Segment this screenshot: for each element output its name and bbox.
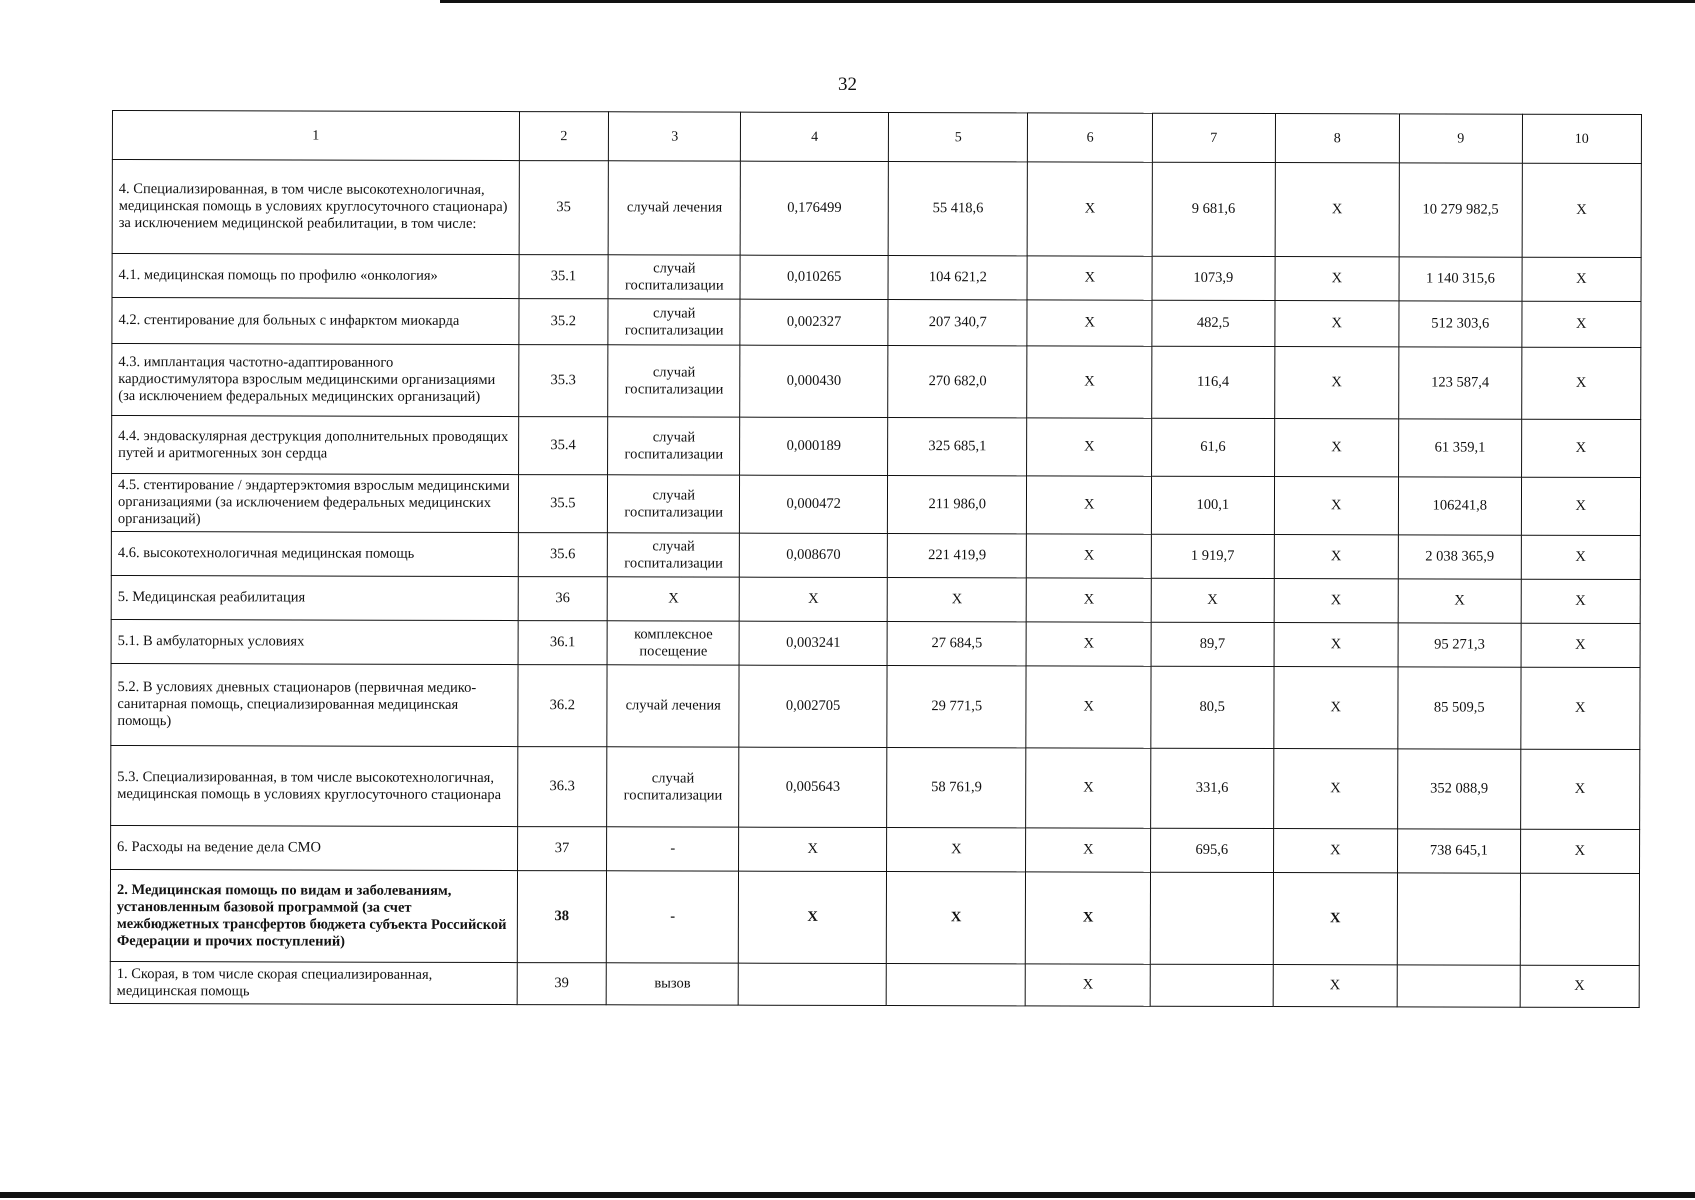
table-cell: X: [1027, 578, 1152, 622]
table-cell: [1150, 872, 1273, 964]
table-cell: 39: [517, 963, 607, 1005]
row-name-cell: 5. Медицинская реабилитация: [111, 575, 518, 620]
table-cell: 35.6: [518, 533, 608, 577]
table-cell: 36.3: [517, 747, 607, 827]
table-cell: X: [1521, 347, 1641, 419]
row-name-cell: 1. Скорая, в том числе скорая специализированная, медицинская помощь: [110, 961, 517, 1004]
table-cell: 0,002327: [740, 299, 888, 345]
table-cell: комплексное посещение: [607, 621, 739, 665]
table-cell: X: [1274, 301, 1399, 347]
table-cell: 85 509,5: [1398, 667, 1521, 749]
table-cell: X: [607, 577, 739, 621]
table-cell: 0,002705: [739, 665, 887, 747]
table-cell: 270 682,0: [888, 346, 1028, 418]
table-cell: 104 621,2: [888, 256, 1027, 300]
table-cell: X: [1027, 476, 1152, 534]
table-row: [111, 575, 1640, 623]
table-cell: 207 340,7: [888, 300, 1027, 346]
table-cell: X: [739, 827, 887, 871]
table-cell: X: [887, 828, 1026, 872]
table-cell: 0,000430: [740, 345, 888, 417]
table-row: [111, 825, 1640, 873]
table-cell: 61,6: [1152, 418, 1275, 476]
table-cell: 123 587,4: [1399, 347, 1522, 419]
table-cell: 35.4: [518, 417, 608, 475]
table-cell: случай госпитализации: [608, 255, 740, 299]
table-header-row: [112, 111, 1641, 164]
row-name-cell: 4.1. медицинская помощь по профилю «онкология»: [112, 254, 519, 299]
table-cell: 35.3: [518, 345, 608, 417]
table-cell: X: [1274, 419, 1399, 477]
table-cell: случай лечения: [608, 161, 740, 255]
table-row: [110, 961, 1639, 1007]
table-cell: 1 140 315,6: [1399, 257, 1522, 301]
table-cell: X: [1520, 667, 1640, 749]
table-cell: случай госпитализации: [608, 417, 740, 475]
table-cell: случай госпитализации: [608, 345, 740, 417]
table-cell: -: [607, 827, 739, 871]
page-number: 32: [838, 74, 857, 95]
table-cell: X: [1026, 964, 1151, 1006]
table-cell: X: [1026, 666, 1151, 748]
table-cell: 211 986,0: [887, 476, 1027, 534]
column-header: 1: [112, 111, 519, 161]
table-cell: 38: [517, 871, 607, 963]
table-cell: X: [1151, 578, 1274, 622]
table-cell: X: [1026, 872, 1151, 964]
column-header: 8: [1275, 114, 1400, 163]
table-row: [111, 663, 1640, 749]
table-cell: X: [1522, 163, 1642, 257]
table-cell: 35.1: [519, 255, 609, 299]
table-cell: X: [1274, 579, 1399, 623]
top-scan-edge: [440, 0, 1695, 3]
table-row: [111, 531, 1640, 579]
row-name-cell: 4.4. эндоваскулярная деструкция дополнительных проводящих путей и аритмогенных зон сердца: [112, 416, 519, 475]
table-cell: X: [1274, 535, 1399, 579]
table-cell: 95 271,3: [1398, 623, 1521, 667]
row-name-cell: 2. Медицинская помощь по видам и заболеваниям, установленным базовой программой (за счет межбюджетных трансфертов бюджета субъекта Российской Федерации и прочих поступлений): [110, 869, 517, 962]
table-cell: 36: [518, 577, 608, 621]
row-name-cell: 4.3. имплантация частотно-адаптированного кардиостимулятора взрослым медицинскими организациями (за исключением федеральных медицинских организаций): [112, 344, 519, 417]
table-cell: вызов: [606, 963, 738, 1005]
table-row: [112, 344, 1641, 420]
table-cell: 695,6: [1151, 828, 1274, 872]
table-cell: X: [1274, 623, 1399, 667]
table-cell: 36.2: [517, 665, 607, 747]
table-cell: X: [1027, 418, 1152, 476]
table-cell: X: [1275, 163, 1400, 257]
table-cell: X: [1028, 162, 1153, 256]
table-cell: 61 359,1: [1399, 419, 1522, 477]
column-header: 6: [1028, 113, 1153, 162]
column-header: 7: [1152, 113, 1275, 162]
table-cell: случай госпитализации: [607, 747, 739, 827]
table-cell: X: [1273, 829, 1398, 873]
table-cell: 27 684,5: [887, 622, 1026, 666]
table-cell: X: [1275, 257, 1400, 301]
table-cell: 325 685,1: [888, 418, 1028, 476]
table-row: [112, 298, 1641, 348]
column-header: 9: [1400, 114, 1523, 163]
table-cell: 106241,8: [1399, 477, 1522, 535]
table-row: [111, 474, 1640, 536]
table-cell: 221 419,9: [887, 534, 1026, 578]
table-cell: 512 303,6: [1399, 301, 1522, 347]
table-cell: X: [1274, 347, 1399, 419]
table-cell: случай лечения: [607, 665, 739, 747]
table-cell: X: [1273, 667, 1398, 749]
table-cell: X: [1520, 829, 1639, 873]
table-cell: [1397, 965, 1520, 1007]
row-name-cell: 6. Расходы на ведение дела СМО: [111, 825, 518, 870]
table-cell: X: [1026, 748, 1151, 828]
table-cell: 116,4: [1152, 346, 1275, 418]
table-cell: [738, 963, 886, 1005]
table-cell: X: [1027, 346, 1152, 418]
table-cell: X: [1027, 256, 1152, 300]
column-header: 3: [609, 112, 741, 161]
table-cell: X: [1521, 477, 1641, 535]
table-cell: X: [1273, 965, 1398, 1007]
table-cell: 89,7: [1151, 622, 1274, 666]
table-cell: X: [1027, 534, 1152, 578]
table-cell: случай госпитализации: [608, 475, 740, 533]
table-cell: 1073,9: [1152, 256, 1275, 300]
table-cell: 0,176499: [740, 161, 888, 255]
table-cell: 0,005643: [739, 747, 887, 827]
table-cell: 29 771,5: [887, 666, 1027, 748]
data-table: [110, 110, 1642, 1008]
table-cell: 35: [519, 161, 609, 255]
bottom-scan-edge: [0, 1192, 1695, 1198]
table-cell: X: [739, 577, 887, 621]
column-header: 5: [888, 113, 1028, 162]
table-cell: 0,008670: [740, 533, 888, 577]
table-cell: X: [1273, 873, 1398, 965]
row-name-cell: 4. Специализированная, в том числе высокотехнологичная, медицинская помощь в условиях круглосуточного стационара) за исключением медицинской реабилитации, в том числе:: [112, 160, 519, 255]
table-cell: 80,5: [1151, 666, 1274, 748]
table-cell: X: [1520, 965, 1639, 1007]
table-cell: случай госпитализации: [608, 533, 740, 577]
table-cell: 0,010265: [740, 255, 888, 299]
table-cell: X: [1522, 301, 1641, 347]
row-name-cell: 4.2. стентирование для больных с инфарктом миокарда: [112, 298, 519, 345]
table-cell: 35.5: [518, 475, 608, 533]
table-cell: 0,003241: [739, 621, 887, 665]
table-cell: 58 761,9: [887, 748, 1027, 828]
table-cell: X: [886, 872, 1026, 964]
table-cell: X: [887, 578, 1026, 622]
table-cell: X: [1026, 828, 1151, 872]
column-header: 4: [741, 112, 889, 161]
table-cell: 9 681,6: [1152, 162, 1275, 256]
table-cell: 0,000189: [740, 417, 888, 475]
table-cell: 352 088,9: [1398, 749, 1521, 829]
row-name-cell: 5.2. В условиях дневных стационаров (первичная медико-санитарная помощь, специализированная медицинская помощь): [111, 663, 518, 746]
table-cell: -: [607, 871, 739, 963]
table-cell: X: [1027, 622, 1152, 666]
table-cell: 100,1: [1151, 476, 1274, 534]
table-cell: X: [1027, 300, 1152, 346]
row-name-cell: 5.1. В амбулаторных условиях: [111, 619, 518, 664]
table-row: [111, 745, 1640, 829]
table-cell: X: [1520, 749, 1640, 829]
table-row: [112, 416, 1641, 478]
table-cell: 37: [517, 827, 607, 871]
table-cell: 1 919,7: [1151, 534, 1274, 578]
table-row: [112, 254, 1641, 302]
table-row: [111, 619, 1640, 667]
table-cell: X: [1521, 579, 1640, 623]
table-cell: случай госпитализации: [608, 299, 740, 345]
table-cell: 0,000472: [740, 475, 888, 533]
table-cell: [1150, 964, 1273, 1006]
column-header: 10: [1522, 114, 1642, 163]
table-row: [110, 869, 1639, 965]
table-cell: X: [1522, 257, 1641, 301]
row-name-cell: 4.6. высокотехнологичная медицинская помощь: [111, 531, 518, 576]
row-name-cell: 4.5. стентирование / эндартерэктомия взрослым медицинскими организациями (за исключением федеральных медицинских организаций): [111, 474, 518, 533]
table-cell: X: [1274, 477, 1399, 535]
table-cell: X: [1521, 535, 1640, 579]
column-header: 2: [519, 112, 609, 161]
table-cell: 36.1: [518, 621, 608, 665]
table-row: [112, 160, 1641, 258]
table-cell: X: [1273, 749, 1398, 829]
table-cell: 738 645,1: [1398, 829, 1521, 873]
table-cell: [1397, 873, 1520, 965]
table-cell: X: [1398, 579, 1521, 623]
table-cell: X: [739, 871, 887, 963]
table-cell: 10 279 982,5: [1399, 163, 1522, 257]
table-cell: 482,5: [1152, 300, 1275, 346]
table-cell: X: [1521, 419, 1641, 477]
table-cell: [886, 964, 1025, 1006]
row-name-cell: 5.3. Специализированная, в том числе высокотехнологичная, медицинская помощь в условиях круглосуточного стационара: [111, 745, 518, 826]
table-cell: 331,6: [1151, 748, 1274, 828]
table-cell: [1520, 873, 1640, 965]
table-cell: 2 038 365,9: [1398, 535, 1521, 579]
table-cell: X: [1521, 623, 1640, 667]
table-cell: 55 418,6: [888, 162, 1028, 256]
table-cell: 35.2: [518, 299, 608, 345]
